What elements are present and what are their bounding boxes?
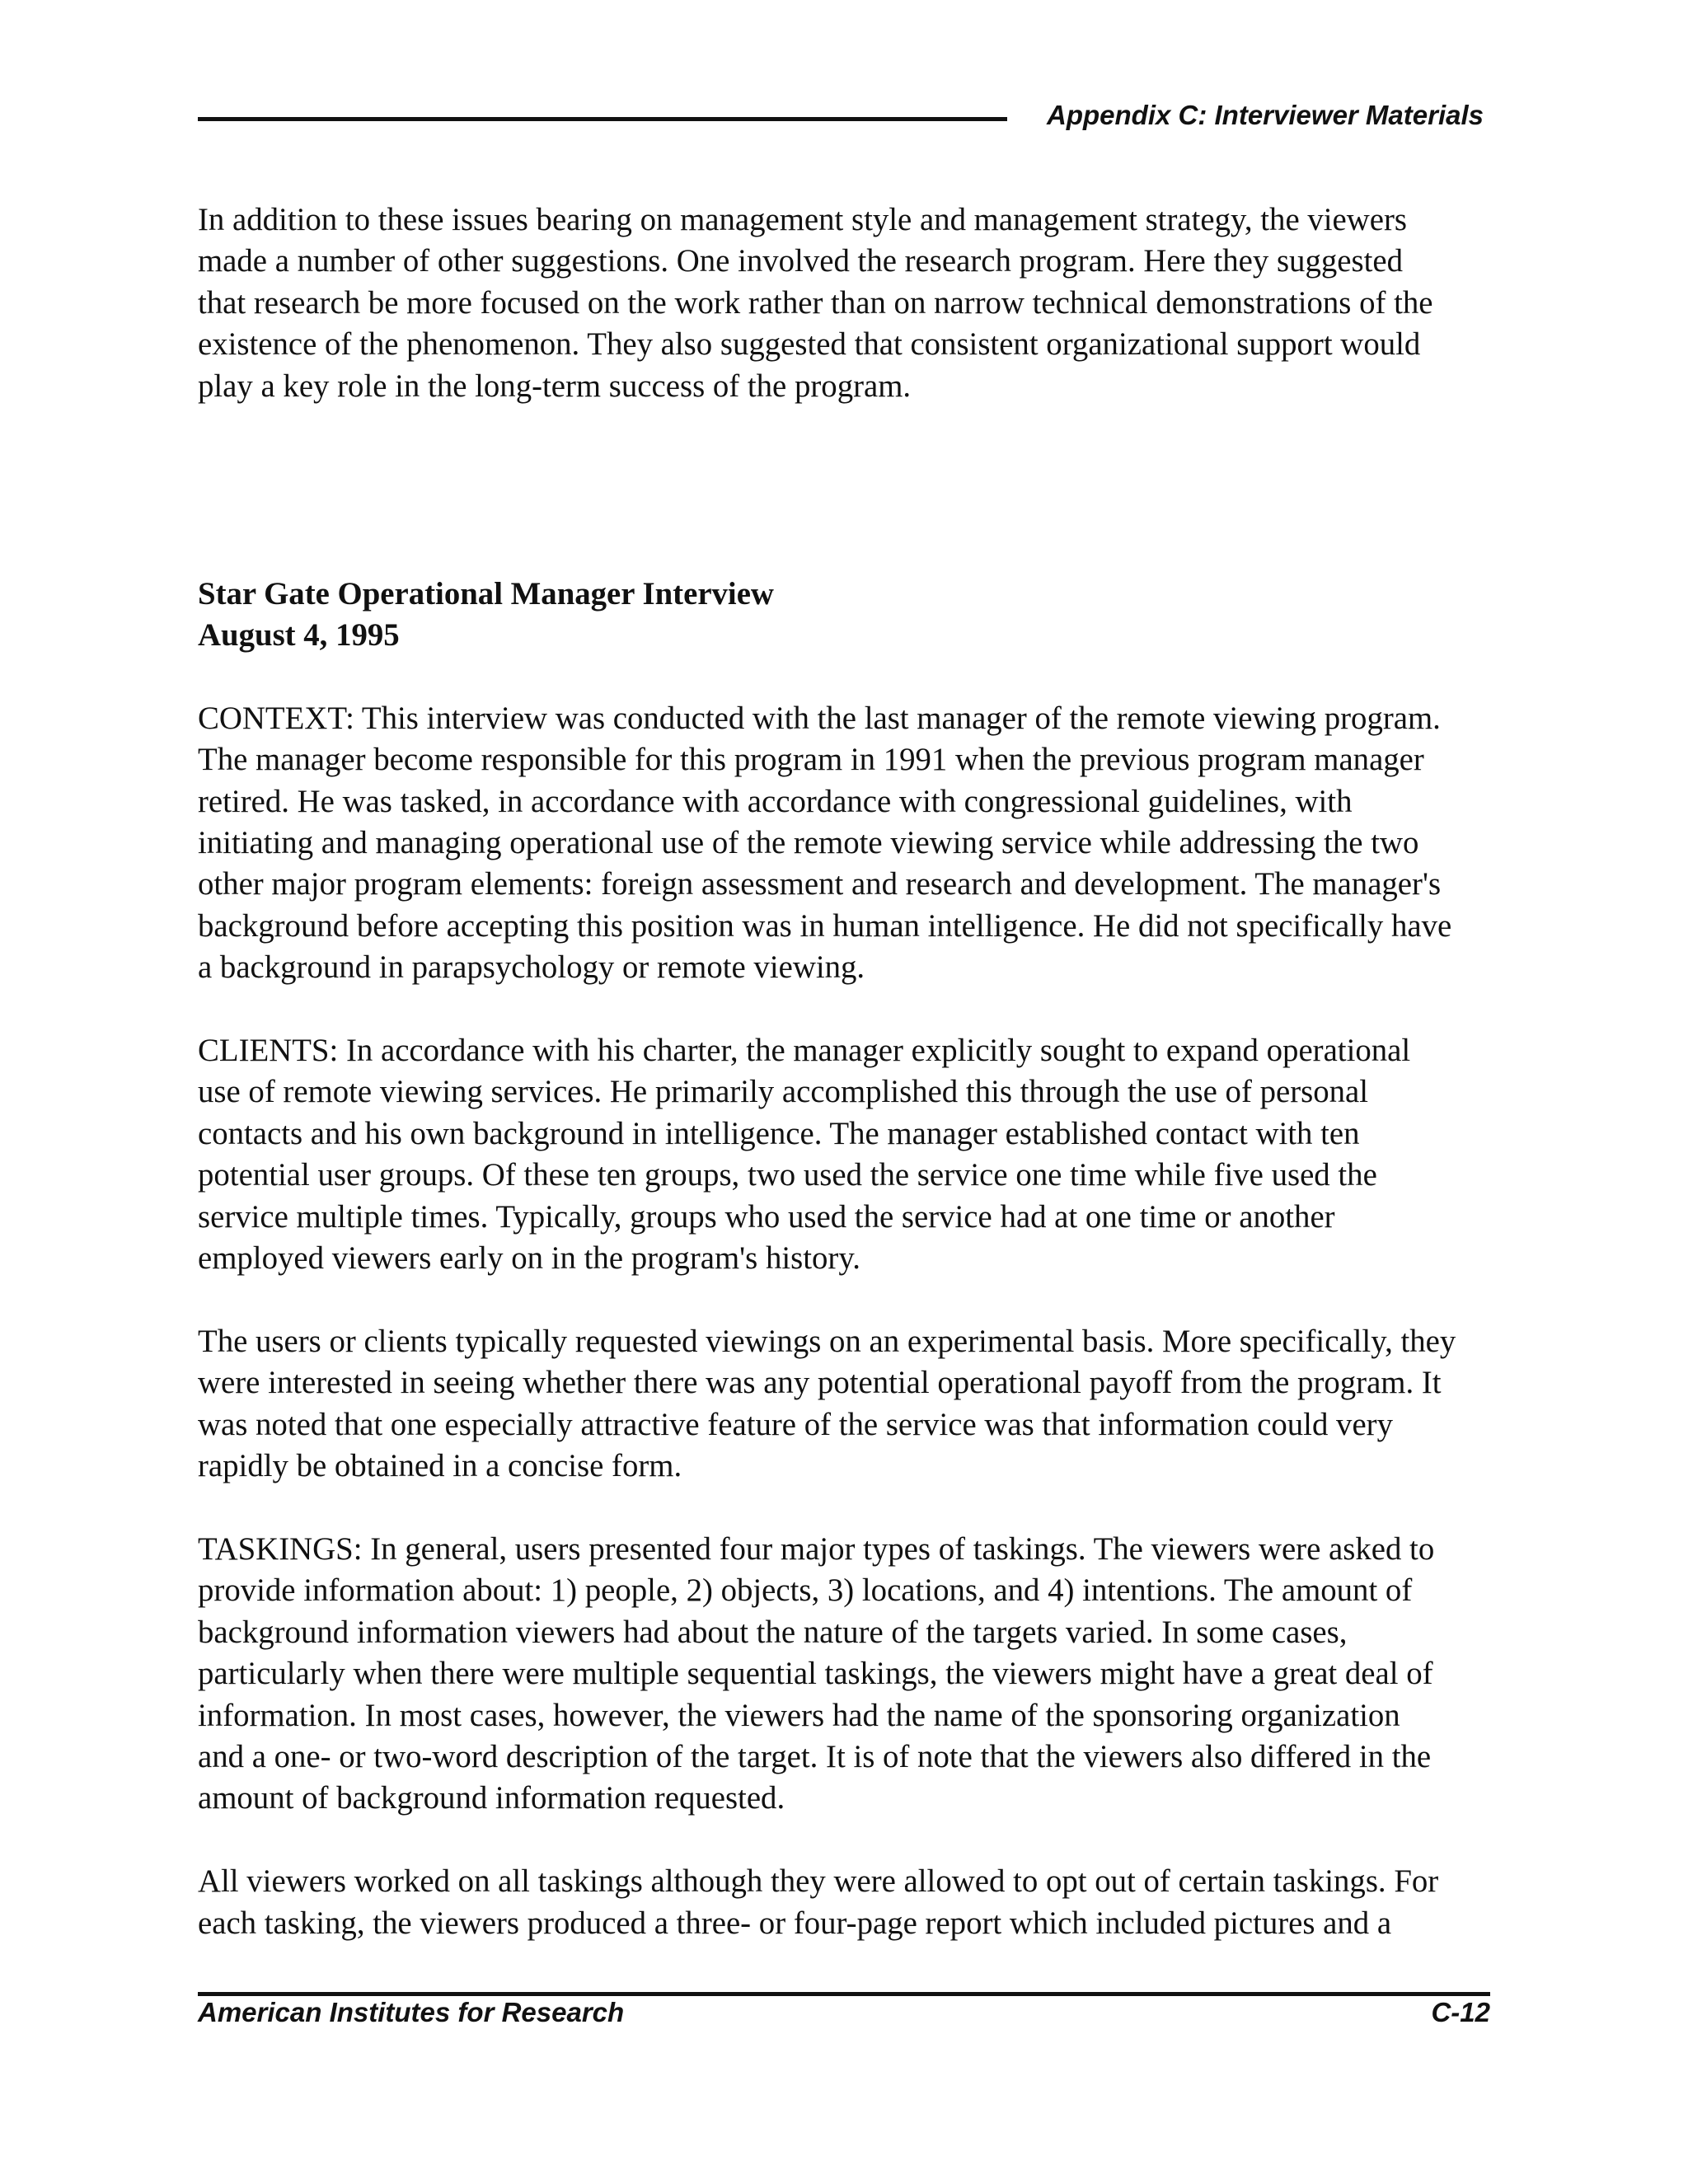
text-line: TASKINGS: In general, users presented four major types of taskings. The viewers were asked to — [198, 1530, 1435, 1567]
text-line: play a key role in the long-term success of the program. — [198, 368, 912, 404]
text-line: particularly when there were multiple sequential taskings, the viewers might have a great deal of — [198, 1656, 1433, 1692]
paragraph-spacer — [198, 989, 1508, 1030]
section-heading-block — [198, 574, 1508, 657]
text-line: background before accepting this position was in human intelligence. He did not specifically have — [198, 907, 1452, 944]
text-line: and a one- or two-word description of the target. It is of note that the viewers also differed in the — [198, 1738, 1432, 1774]
clients-paragraph — [198, 1030, 1508, 1279]
text-line: service multiple times. Typically, groups who used the service had at one time or another — [198, 1198, 1335, 1235]
text-line: information. In most cases, however, the viewers had the name of the sponsoring organization — [198, 1697, 1400, 1733]
paragraph-spacer — [198, 1280, 1508, 1321]
text-line: amount of background information requested. — [198, 1780, 785, 1816]
footer-page-number: C-12 — [1431, 1997, 1490, 2027]
text-line: that research be more focused on the work rather than on narrow technical demonstrations of the — [198, 284, 1433, 321]
paragraph-spacer — [198, 1820, 1508, 1861]
text-line: other major program elements: foreign assessment and research and development. The manager's — [198, 866, 1442, 902]
taskings-paragraph — [198, 1529, 1508, 1820]
footer-organization: American Institutes for Research — [198, 1997, 625, 2027]
text-line: a background in parapsychology or remote viewing. — [198, 949, 865, 986]
all-viewers-paragraph — [198, 1861, 1508, 1944]
text-line: retired. He was tasked, in accordance with accordance with congressional guidelines, with — [198, 783, 1353, 819]
text-line: CONTEXT: This interview was conducted with the last manager of the remote viewing program. — [198, 700, 1441, 736]
context-paragraph — [198, 698, 1508, 989]
text-line: were interested in seeing whether there was any potential operational payoff from the program. It — [198, 1365, 1442, 1401]
users-paragraph — [198, 1321, 1508, 1488]
text-line: existence of the phenomenon. They also suggested that consistent organizational support would — [198, 326, 1421, 363]
text-line: In addition to these issues bearing on management style and management strategy, the viewers — [198, 202, 1408, 237]
text-line: was noted that one especially attractive feature of the service was that information could very — [198, 1406, 1393, 1442]
header-title: Appendix C: Interviewer Materials — [1047, 100, 1484, 130]
text-line: use of remote viewing services. He primarily accomplished this through the use of personal — [198, 1074, 1369, 1110]
section-date: August 4, 1995 — [198, 617, 400, 654]
text-line: provide information about: 1) people, 2) objects, 3) locations, and 4) intentions. The amount of — [198, 1572, 1413, 1609]
text-line: background information viewers had about the nature of the targets varied. In some cases, — [198, 1614, 1348, 1650]
text-line: contacts and his own background in intelligence. The manager established contact with ten — [198, 1115, 1360, 1151]
text-line: initiating and managing operational use of the remote viewing service while addressing the two — [198, 825, 1419, 861]
document-body — [198, 199, 1508, 1944]
section-heading: Star Gate Operational Manager Interview — [198, 575, 774, 612]
text-line: made a number of other suggestions. One involved the research program. Here they suggested — [198, 243, 1403, 279]
text-line: employed viewers early on in the program's history. — [198, 1240, 860, 1277]
paragraph-spacer — [198, 656, 1508, 697]
intro-paragraph — [198, 199, 1508, 407]
text-line: potential user groups. Of these ten groups, two used the service one time while five used the — [198, 1157, 1377, 1193]
text-line: rapidly be obtained in a concise form. — [198, 1448, 682, 1484]
text-line: CLIENTS: In accordance with his charter, the manager explicitly sought to expand operational — [198, 1033, 1411, 1069]
header-rule — [198, 117, 1007, 121]
text-line: The manager become responsible for this program in 1991 when the previous program manager — [198, 742, 1424, 778]
text-line: each tasking, the viewers produced a three- or four-page report which included pictures and a — [198, 1905, 1392, 1941]
text-line: The users or clients typically requested viewings on an experimental basis. More specifically, they — [198, 1323, 1456, 1359]
section-spacer — [198, 407, 1508, 574]
text-line: All viewers worked on all taskings although they were allowed to opt out of certain taskings. For — [198, 1863, 1439, 1900]
paragraph-spacer — [198, 1488, 1508, 1529]
